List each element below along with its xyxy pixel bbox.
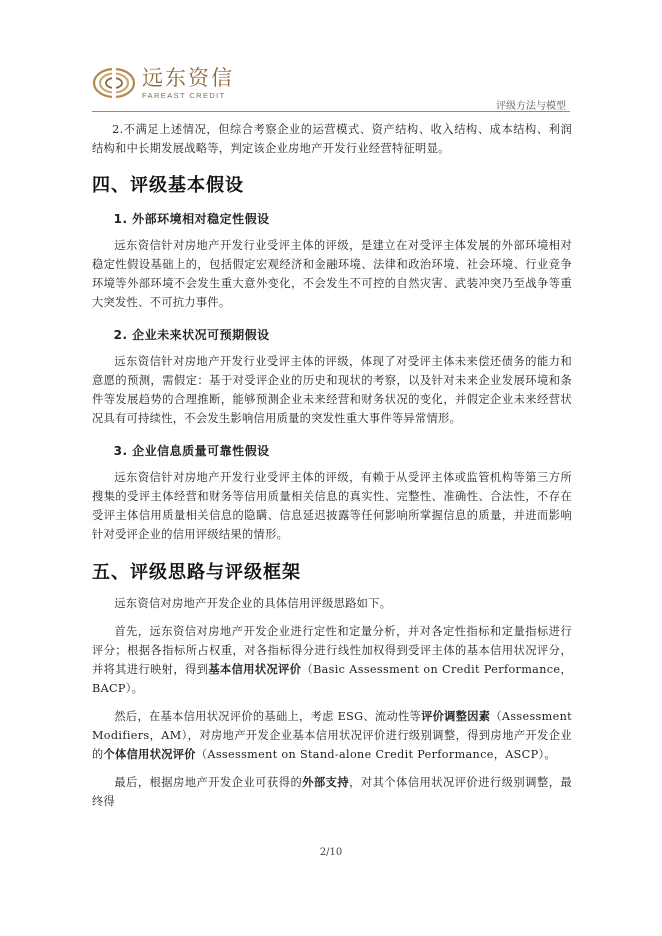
paragraph-5-1-text-a: 首先，远东资信对房地产开发企业进行定性和定量分析，并对各定性指标和定量指标进行评分；根据各指标所占权重，对各指标得分进行线性加权得到受评主体的基本信用状况评分，并将其进行映射，得到 [92,625,572,676]
section-heading-5: 五、评级思路与评级框架 [92,562,301,583]
paragraph-5-2-text-a: 然后，在基本信用状况评价的基础上，考虑 ESG、流动性等 [114,710,422,723]
subsection-heading-4-3: 3. 企业信息质量可靠性假设 [113,444,270,458]
term-bacp: 基本信用状况评价 [208,662,302,676]
header-section-label: 评级方法与模型 [496,101,566,112]
section-heading-4: 四、评级基本假设 [92,175,244,196]
subsection-heading-4-2: 2. 企业未来状况可预期假设 [113,328,270,342]
paragraph-5-2-text-e: （Assessment on Stand-alone Credit Performance，ASCP）。 [195,748,556,761]
term-am: 评价调整因素 [421,709,491,723]
paragraph-5-3-text-c: ，对其个体信用状况评价进行级别调整，最终得 [92,776,572,808]
paragraph-5-1 [92,622,572,698]
paragraph-4-1: 远东资信针对房地产开发行业受评主体的评级，是建立在对受评主体发展的外部环境相对稳定性假设基础上的，包括假定宏观经济和金融环境、法律和政治环境、社会环境、行业竞争环境等外部环境不会发生重大意外变化，不会发生不可控的自然灾害、武装冲突乃至战争等重大突发性、不可抗力事件。 [92,239,572,309]
page-number: 2/10 [319,847,343,858]
logo-chinese-name: 远东资信 [142,65,234,90]
fareast-logo-icon [92,66,136,100]
paragraph-4-2: 远东资信针对房地产开发行业受评主体的评级，体现了对受评主体未来偿还债务的能力和意愿的预测，需假定：基于对受评企业的历史和现状的考察，以及针对未来企业发展环境和条件等发展趋势的合理推断，能够预测企业未来经营和财务状况的变化，并假定企业未来经营状况具有可持续性，不会发生影响信用质量的突发性重大事件等异常情形。 [92,355,572,425]
paragraph-5-0: 远东资信对房地产开发企业的具体信用评级思路如下。 [114,597,392,610]
document-body [92,120,572,811]
paragraph-4-3: 远东资信针对房地产开发行业受评主体的评级，有赖于从受评主体或监管机构等第三方所搜集的受评主体经营和财务等信用质量相关信息的真实性、完整性、准确性、合法性，不存在受评主体信用质量相关信息的隐瞒、信息延迟披露等任何影响所掌握信息的质量，并进而影响针对受评企业的信用评级结果的情形。 [92,471,572,541]
term-external-support: 外部支持 [302,775,350,789]
paragraph-5-3 [92,773,572,811]
paragraph-5-2 [92,707,572,764]
term-ascp: 个体信用状况评价 [103,747,196,761]
fareast-logo [92,66,234,100]
logo-english-name: FAREAST CREDIT [142,90,226,100]
paragraph-intro: 2.不满足上述情况，但综合考察企业的运营模式、资产结构、收入结构、成本结构、利润结构和中长期发展战略等，判定该企业房地产开发行业经营特征明显。 [92,123,572,155]
paragraph-5-1-text-c: （Basic Assessment on Credit Performance，BACP）。 [92,663,572,695]
header-divider [92,111,570,112]
paragraph-5-3-text-a: 最后，根据房地产开发企业可获得的 [114,776,303,789]
subsection-heading-4-1: 1. 外部环境相对稳定性假设 [113,212,270,226]
paragraph-5-2-text-c: （Assessment Modifiers，AM），对房地产开发企业基本信用状况评价进行级别调整，得到房地产开发企业的 [92,710,572,761]
